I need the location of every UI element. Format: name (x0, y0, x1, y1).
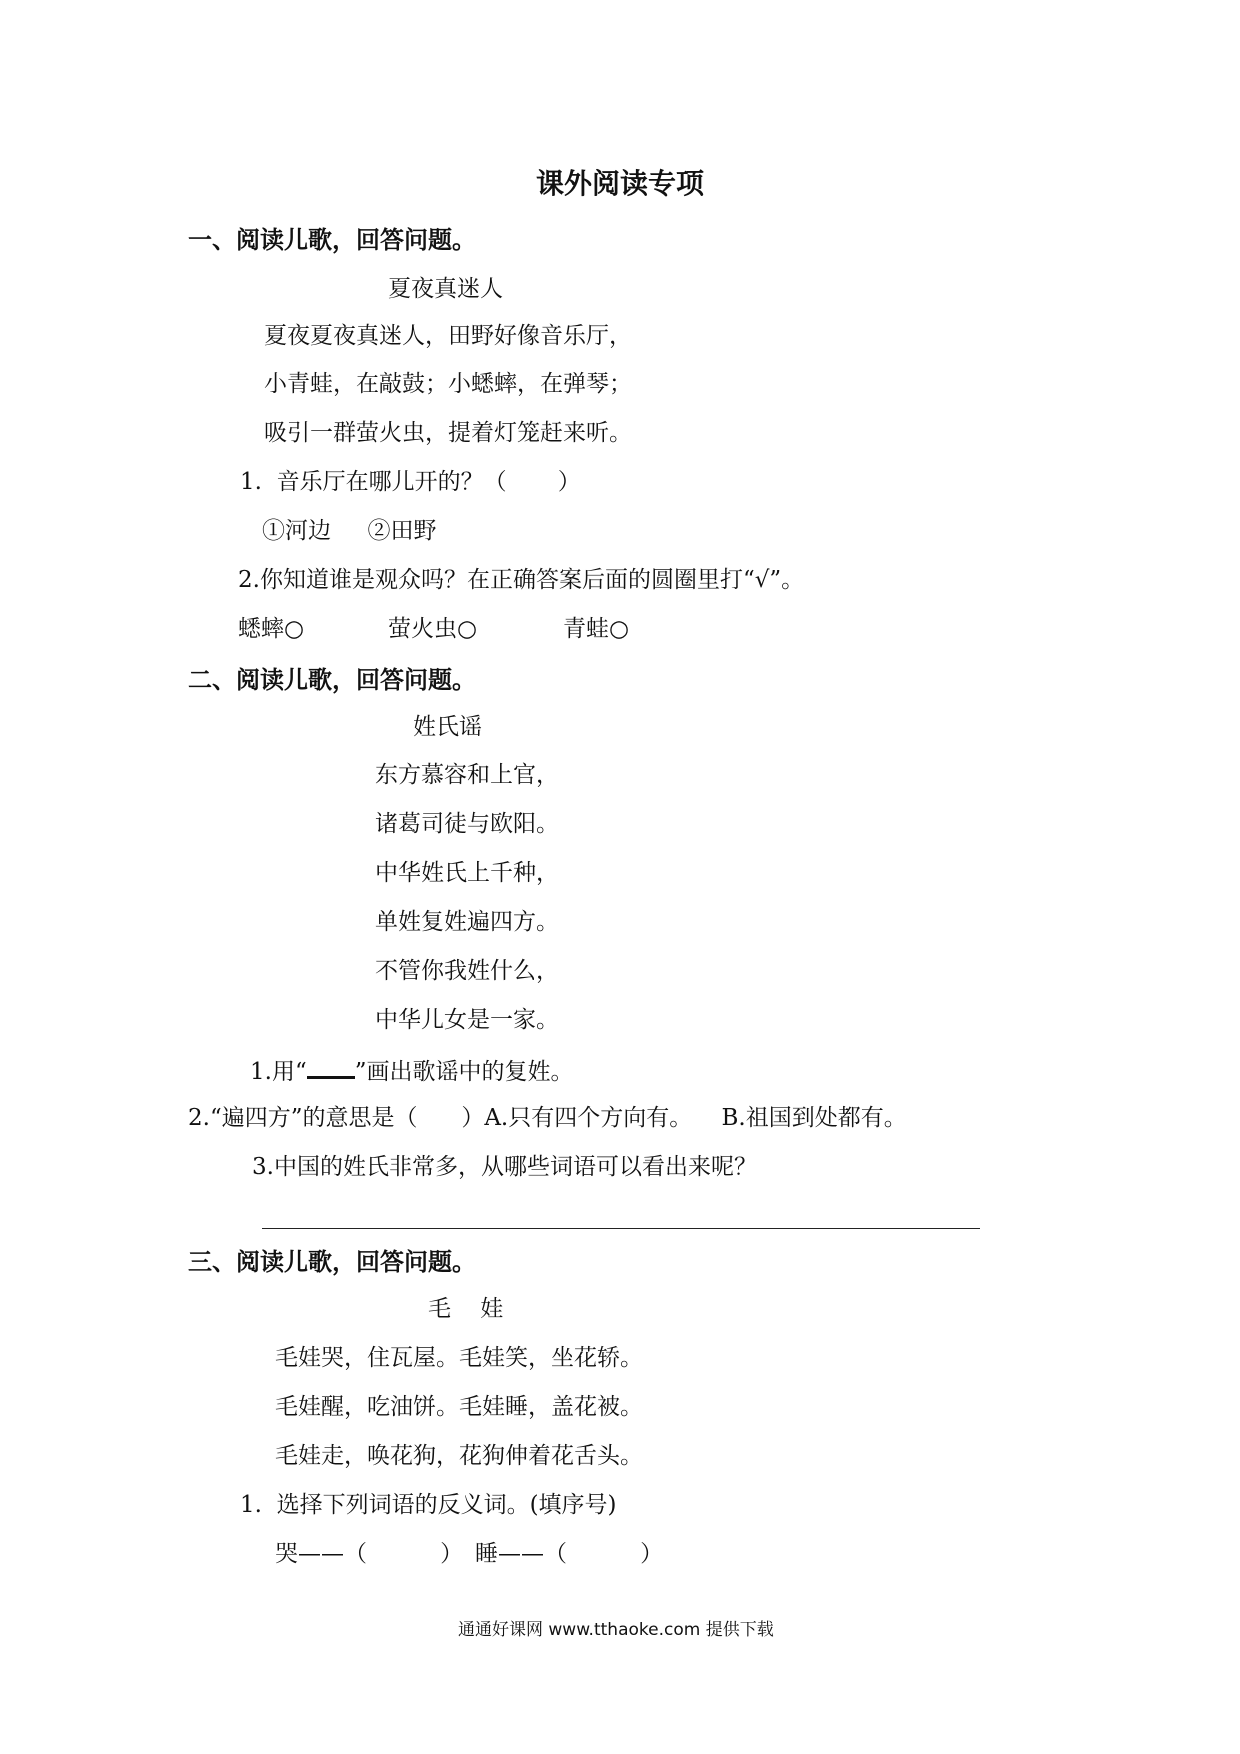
section-3-heading: 三、阅读儿歌，回答问题。 (188, 1248, 476, 1276)
question-2-3: 3.中国的姓氏非常多，从哪些词语可以看出来呢？ (252, 1154, 757, 1180)
poem-1-line: 夏夜夏夜真迷人，田野好像音乐厅， (264, 323, 632, 349)
poem-2-title: 姓氏谣 (413, 714, 482, 740)
question-2-2: 2.“遍四方”的意思是（ ）A.只有四个方向有。 B.祖国到处都有。 (188, 1105, 907, 1131)
poem-1-line: 小青蛙，在敲鼓；小蟋蟀，在弹琴； (264, 371, 632, 397)
poem-3-line: 毛娃醒，吃油饼。毛娃睡，盖花被。 (275, 1394, 643, 1420)
poem-3-line: 毛娃走，唤花狗，花狗伸着花舌头。 (275, 1443, 643, 1469)
option-cricket: 蟋蟀○ (238, 616, 305, 642)
poem-3-line: 毛娃哭，住瓦屋。毛娃笑，坐花轿。 (275, 1345, 643, 1371)
antonym-item-sleep: 睡——（ ） (475, 1541, 664, 1567)
poem-2-line: 中华姓氏上千种， (375, 860, 559, 886)
poem-1-title: 夏夜真迷人 (388, 276, 503, 302)
question-2-1-after: ”画出歌谣中的复姓。 (354, 1059, 574, 1085)
question-2-1-before: 1.用“ (250, 1059, 307, 1085)
poem-2-line: 中华儿女是一家。 (375, 1007, 559, 1033)
question-1-2: 2.你知道谁是观众吗？在正确答案后面的圆圈里打“√”。 (238, 567, 805, 593)
section-1-heading: 一、阅读儿歌，回答问题。 (188, 226, 476, 254)
section-2-heading: 二、阅读儿歌，回答问题。 (188, 666, 476, 694)
page-title: 课外阅读专项 (536, 167, 705, 200)
poem-2-line: 不管你我姓什么， (375, 958, 559, 984)
question-1-1-options: ①河边 ②田野 (262, 518, 437, 544)
antonym-item-cry: 哭——（ ） (275, 1541, 464, 1567)
question-2-1 (250, 1058, 573, 1084)
question-3-1: 1. 选择下列词语的反义词。(填序号) (240, 1492, 617, 1518)
underline-mark (307, 1058, 355, 1079)
footer-text: 通通好课网 www.tthaoke.com 提供下载 (458, 1620, 774, 1640)
poem-2-line: 东方慕容和上官， (375, 762, 559, 788)
option-frog: 青蛙○ (563, 616, 630, 642)
option-firefly: 萤火虫○ (388, 616, 478, 642)
poem-2-line: 单姓复姓遍四方。 (375, 909, 559, 935)
poem-1-line: 吸引一群萤火虫，提着灯笼赶来听。 (264, 420, 632, 446)
poem-3-title: 毛 娃 (428, 1296, 504, 1322)
question-1-1: 1. 音乐厅在哪儿开的？（ ） (240, 469, 581, 495)
answer-line[interactable] (262, 1228, 980, 1229)
poem-2-line: 诸葛司徒与欧阳。 (375, 811, 559, 837)
